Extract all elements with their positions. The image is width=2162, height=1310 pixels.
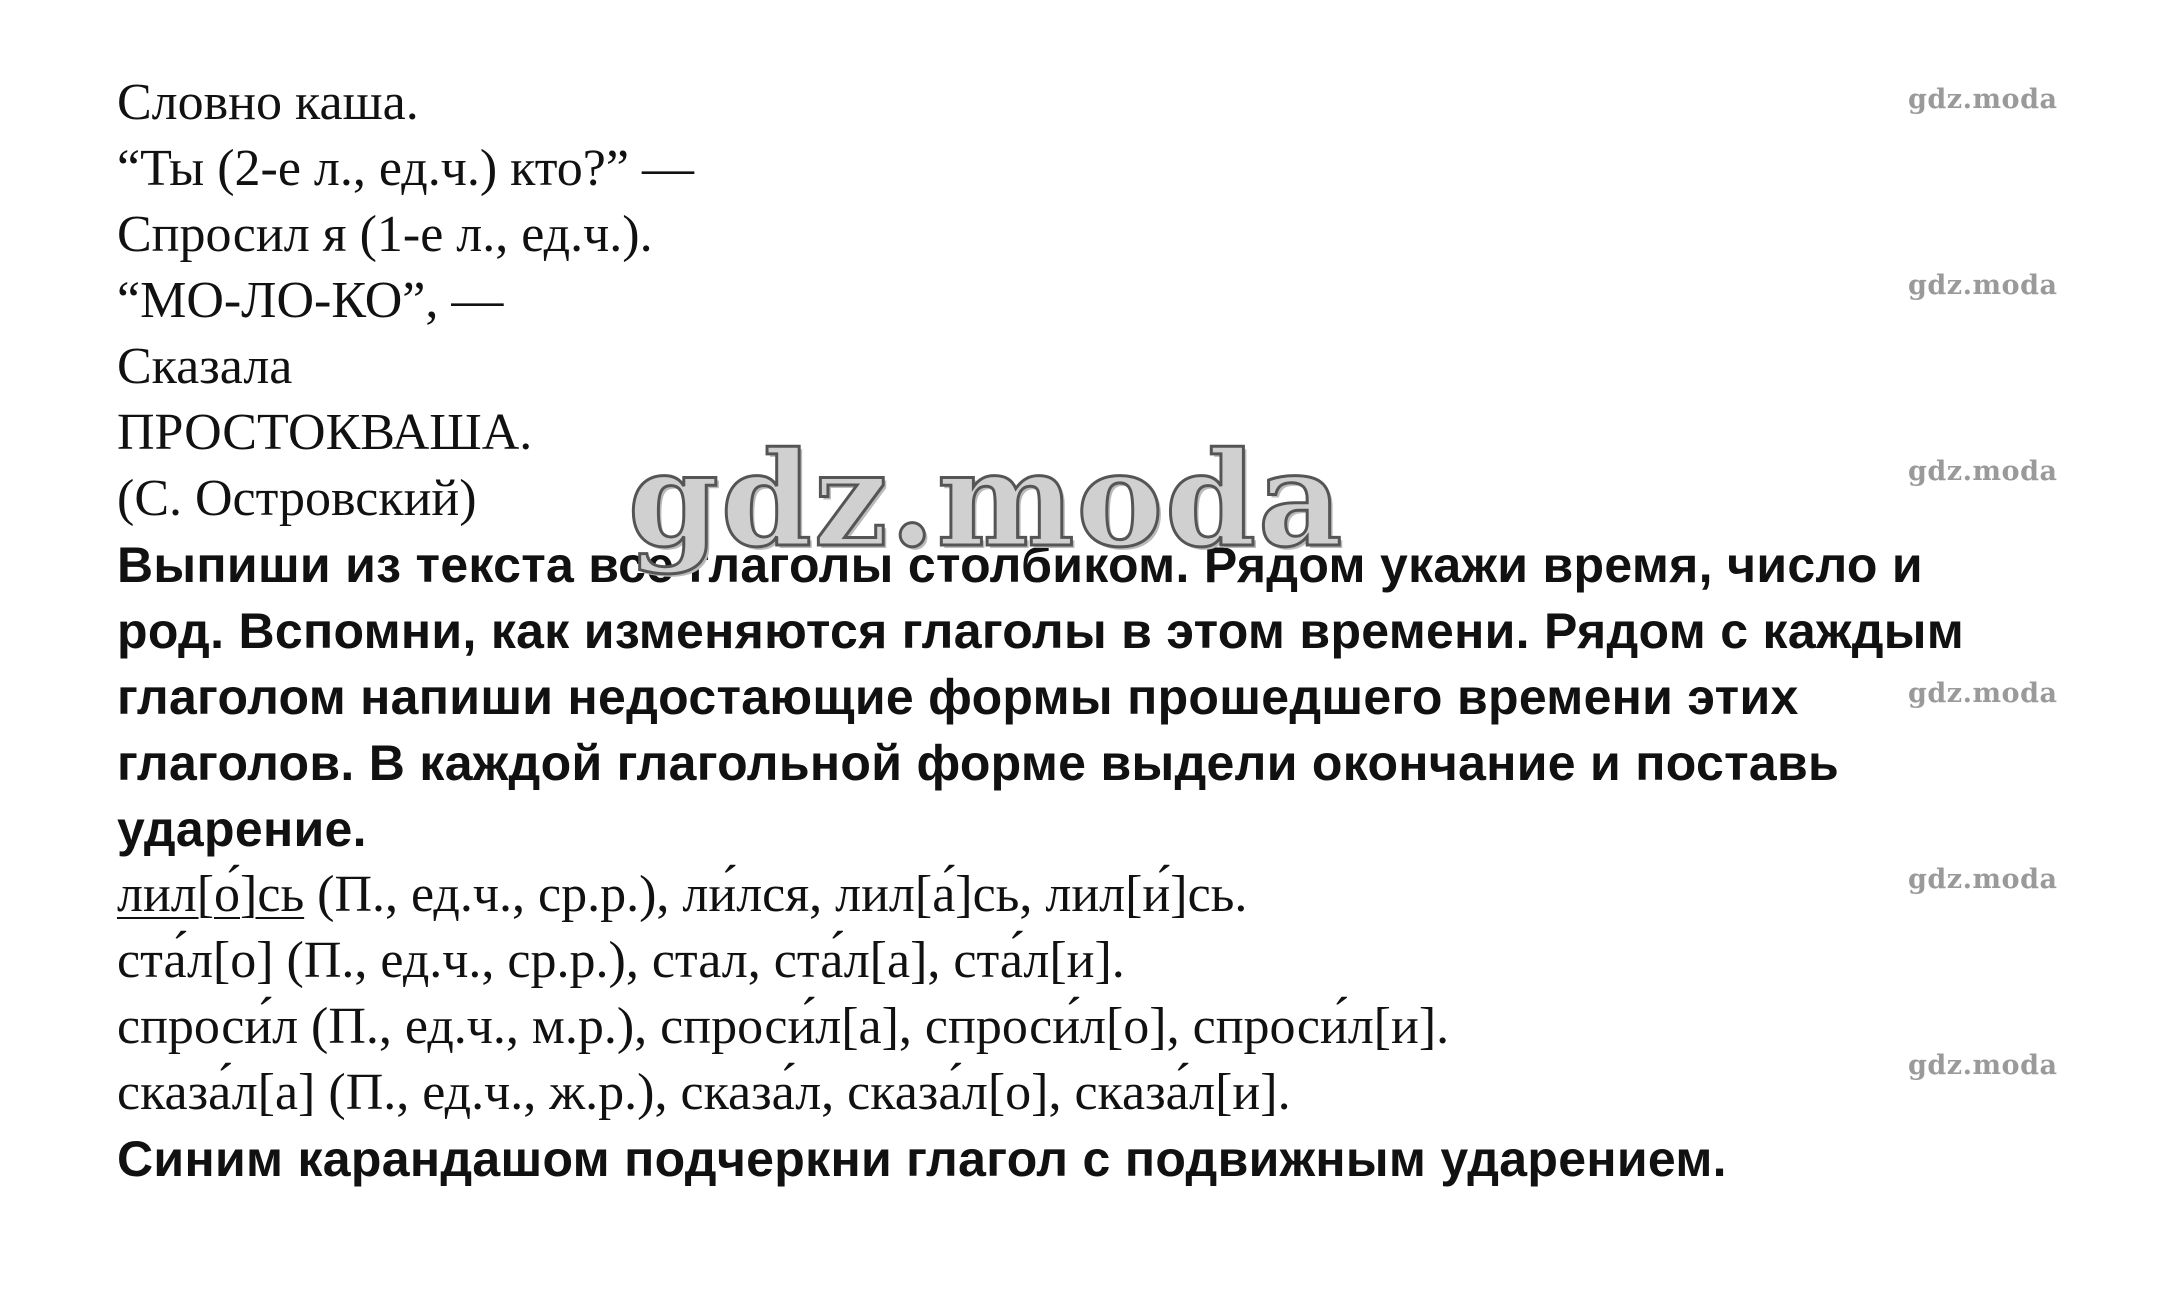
- watermark-small: gdz.moda: [1908, 270, 2058, 301]
- poem-line-1: Словно каша.: [117, 74, 419, 131]
- task-2: Синим карандашом подчеркни глагол с подвижным ударением.: [117, 1131, 1727, 1187]
- answer-line-1: [117, 862, 1247, 928]
- answer-line-3: спроси́л (П., ед.ч., м.р.), спроси́л[а], спроси́л[о], спроси́л[и].: [117, 998, 1450, 1055]
- task-line-2: род. Вспомни, как изменяются глаголы в этом времени. Рядом с каждым: [117, 603, 1965, 659]
- answer-line-1-rest: (П., ед.ч., ср.р.), ли́лся, лил[а́]сь, лил[и́]сь.: [304, 866, 1248, 923]
- watermark-small: gdz.moda: [1908, 864, 2058, 895]
- poem-line-2: “Ты (2-е л., ед.ч.) кто?” —: [117, 140, 694, 197]
- task-line-5: ударение.: [117, 801, 367, 857]
- watermark-small: gdz.moda: [1908, 1050, 2058, 1081]
- watermark-small: gdz.moda: [1908, 678, 2058, 709]
- answer-line-2: ста́л[о] (П., ед.ч., ср.р.), стал, ста́л[а], ста́л[и].: [117, 932, 1125, 989]
- poem-line-5: Сказала: [117, 338, 293, 395]
- answer-underlined-verb: лил[о́]сь: [117, 866, 305, 923]
- watermark-logo: gdz.moda: [628, 423, 1345, 576]
- task-line-3: глаголом напиши недостающие формы прошедшего времени этих: [117, 669, 1799, 725]
- watermark-small: gdz.moda: [1908, 456, 2058, 487]
- poem-line-4: “МО-ЛО-КО”, —: [117, 272, 504, 329]
- poem-line-6: ПРОСТОКВАША.: [117, 404, 533, 461]
- watermark-small: gdz.moda: [1908, 84, 2058, 115]
- task-line-1: Выпиши из текста все глаголы столбиком. Рядом укажи время, число и: [117, 537, 1923, 593]
- task-line-4: глаголов. В каждой глагольной форме выдели окончание и поставь: [117, 735, 1840, 791]
- answer-line-4: сказа́л[а] (П., ед.ч., ж.р.), сказа́л, сказа́л[о], сказа́л[и].: [117, 1064, 1291, 1121]
- poem-line-3: Спросил я (1-е л., ед.ч.).: [117, 206, 653, 263]
- poem-author: (С. Островский): [117, 470, 477, 527]
